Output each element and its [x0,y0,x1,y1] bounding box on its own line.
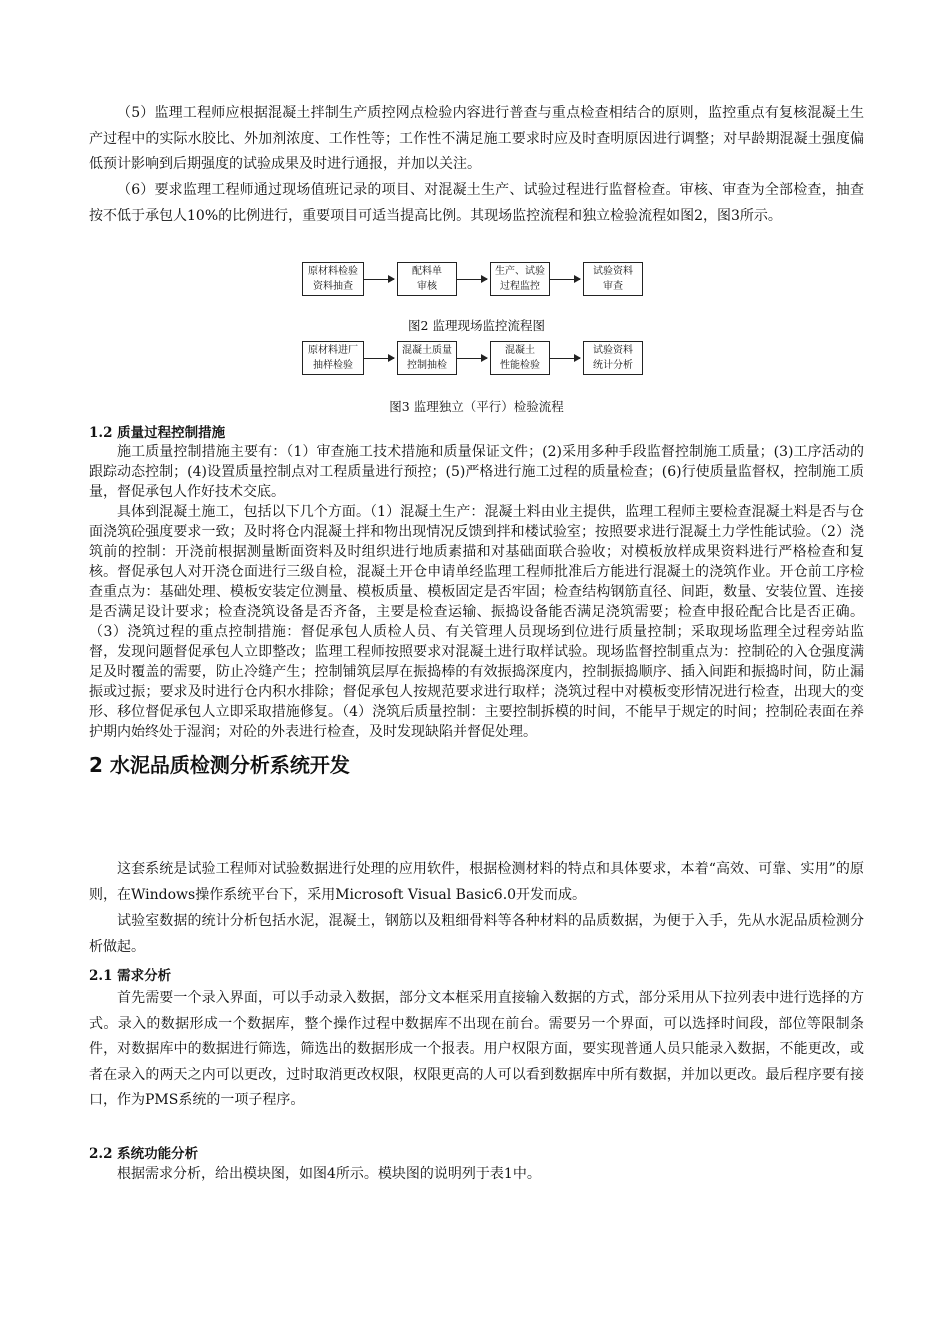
figure3-caption: 图3 监理独立（平行）检验流程 [389,399,564,414]
flow-box-sampling: 原材料进厂 抽样检验 [302,341,364,375]
flow-arrow [457,279,487,280]
flow-box-process-monitor: 生产、试验 过程监控 [490,262,550,296]
section-2-2-heading: 2.2 系统功能分析 [89,1146,199,1162]
paragraph-6: （6）要求监理工程师通过现场值班记录的项目、对混凝土生产、试验过程进行监督检查。审核、审查为全部检查，抽查按不低于承包人10%的比例进行，重要项目可适当提高比例。其现场监控流程和独立检验流程如图2，图3所示。 [89,182,864,224]
section-2-1-para: 首先需要一个录入界面，可以手动录入数据，部分文本框采用直接输入数据的方式，部分采用从下拉列表中进行选择的方式。录入的数据形成一个数据库，整个操作过程中数据库不出现在前台。需要另一个界面，可以选择时间段，部位等限制条件，对数据库中的数据进行筛选，筛选出的数据形成一个报表。用户权限方面，要实现普通人员只能录入数据，不能更改，或者在录入的两天之内可以更改，过时取消更改权限，权限更高的人可以看到数据库中所有数据，并加以更改。最后程序要有接口，作为PMS系统的一项子程序。 [89,990,864,1108]
flow-box-statistics: 试验资料 统计分析 [583,341,643,375]
flow-box-mix-review: 配料单 审核 [397,262,457,296]
section-1-2-heading: 1.2 质量过程控制措施 [89,425,226,441]
section-2-para2: 试验室数据的统计分析包括水泥，混凝土，钢筋以及粗细骨料等各种材料的品质数据，为便于入手，先从水泥品质检测分析做起。 [89,913,864,955]
paragraph-5: （5）监理工程师应根据混凝土拌制生产质控网点检验内容进行普查与重点检查相结合的原则，监控重点有复核混凝土生产过程中的实际水胶比、外加剂浓度、工作性等；工作性不满足施工要求时应及时查明原因进行调整；对早龄期混凝土强度偏低预计影响到后期强度的试验成果及时进行通报，并加以关注。 [89,105,864,172]
flow-box-material-check: 原材料检验 资料抽查 [302,262,364,296]
flow-arrow [364,279,394,280]
section-1-2-para1: 施工质量控制措施主要有：（1）审查施工技术措施和质量保证文件；(2)采用多种手段监督控制施工质量；(3)工序活动的跟踪动态控制；(4)设置质量控制点对工程质量进行预控；(5)严格进行施工过程的质量检查；(6)行使质量监督权，控制施工质量，督促承包人作好技术交底。 [89,444,864,500]
flow-box-data-review: 试验资料 审查 [583,262,643,296]
flow-box-performance-test: 混凝土 性能检验 [490,341,550,375]
flow-box-quality-check: 混凝土质量 控制抽检 [397,341,457,375]
section-2-1-heading: 2.1 需求分析 [89,968,172,984]
flow-arrow [550,279,580,280]
flow-arrow [364,358,394,359]
flow-arrow [550,358,580,359]
flow-arrow [457,358,487,359]
figure2-caption: 图2 监理现场监控流程图 [408,318,545,333]
section-2-heading: 2 水泥品质检测分析系统开发 [89,753,350,777]
section-2-2-para: 根据需求分析，给出模块图，如图4所示。模块图的说明列于表1中。 [117,1166,541,1182]
section-2-para1: 这套系统是试验工程师对试验数据进行处理的应用软件，根据检测材料的特点和具体要求，本着“高效、可靠、实用”的原则，在Windows操作系统平台下，采用Microsoft Visual Basic6.0开发而成。 [89,861,864,903]
section-1-2-para2: 具体到混凝土施工，包括以下几个方面。（1）混凝土生产：混凝土料由业主提供，监理工程师主要检查混凝土料是否与仓面浇筑砼强度要求一致；及时将仓内混凝土拌和物出现情况反馈到拌和楼试验室；按照要求进行混凝土力学性能试验。（2）浇筑前的控制：开浇前根据测量断面资料及时组织进行地质素描和对基础面联合验收；对模板放样成果资料进行严格检查和复核。督促承包人对开浇仓面进行三级自检，混凝土开仓申请单经监理工程师批准后方能进行混凝土的浇筑作业。开仓前工序检查重点为：基础处理、模板安装定位测量、模板质量、模板固定是否牢固；检查结构钢筋直径、间距，数量、安装位置、连接是否满足设计要求；检查浇筑设备是否齐备，主要是检查运输、振捣设备能否满足浇筑需要；检查申报砼配合比是否正确。（3）浇筑过程的重点控制措施：督促承包人质检人员、有关管理人员现场到位进行质量控制；采取现场监理全过程旁站监督，发现问题督促承包人立即整改；监理工程师按照要求对混凝土进行取样试验。现场监督控制重点为：控制砼的入仓强度满足及时覆盖的需要，防止冷缝产生；控制铺筑层厚在振捣棒的有效振捣深度内，控制振捣顺序、插入间距和振捣时间，防止漏振或过振；要求及时进行仓内积水排除；督促承包人按规范要求进行取样；浇筑过程中对模板变形情况进行检查，出现大的变形、移位督促承包人立即采取措施修复。（4）浇筑后质量控制：主要控制拆模的时间，不能早于规定的时间；控制砼表面在养护期内始终处于湿润；对砼的外表进行检查，及时发现缺陷并督促处理。 [89,504,864,740]
